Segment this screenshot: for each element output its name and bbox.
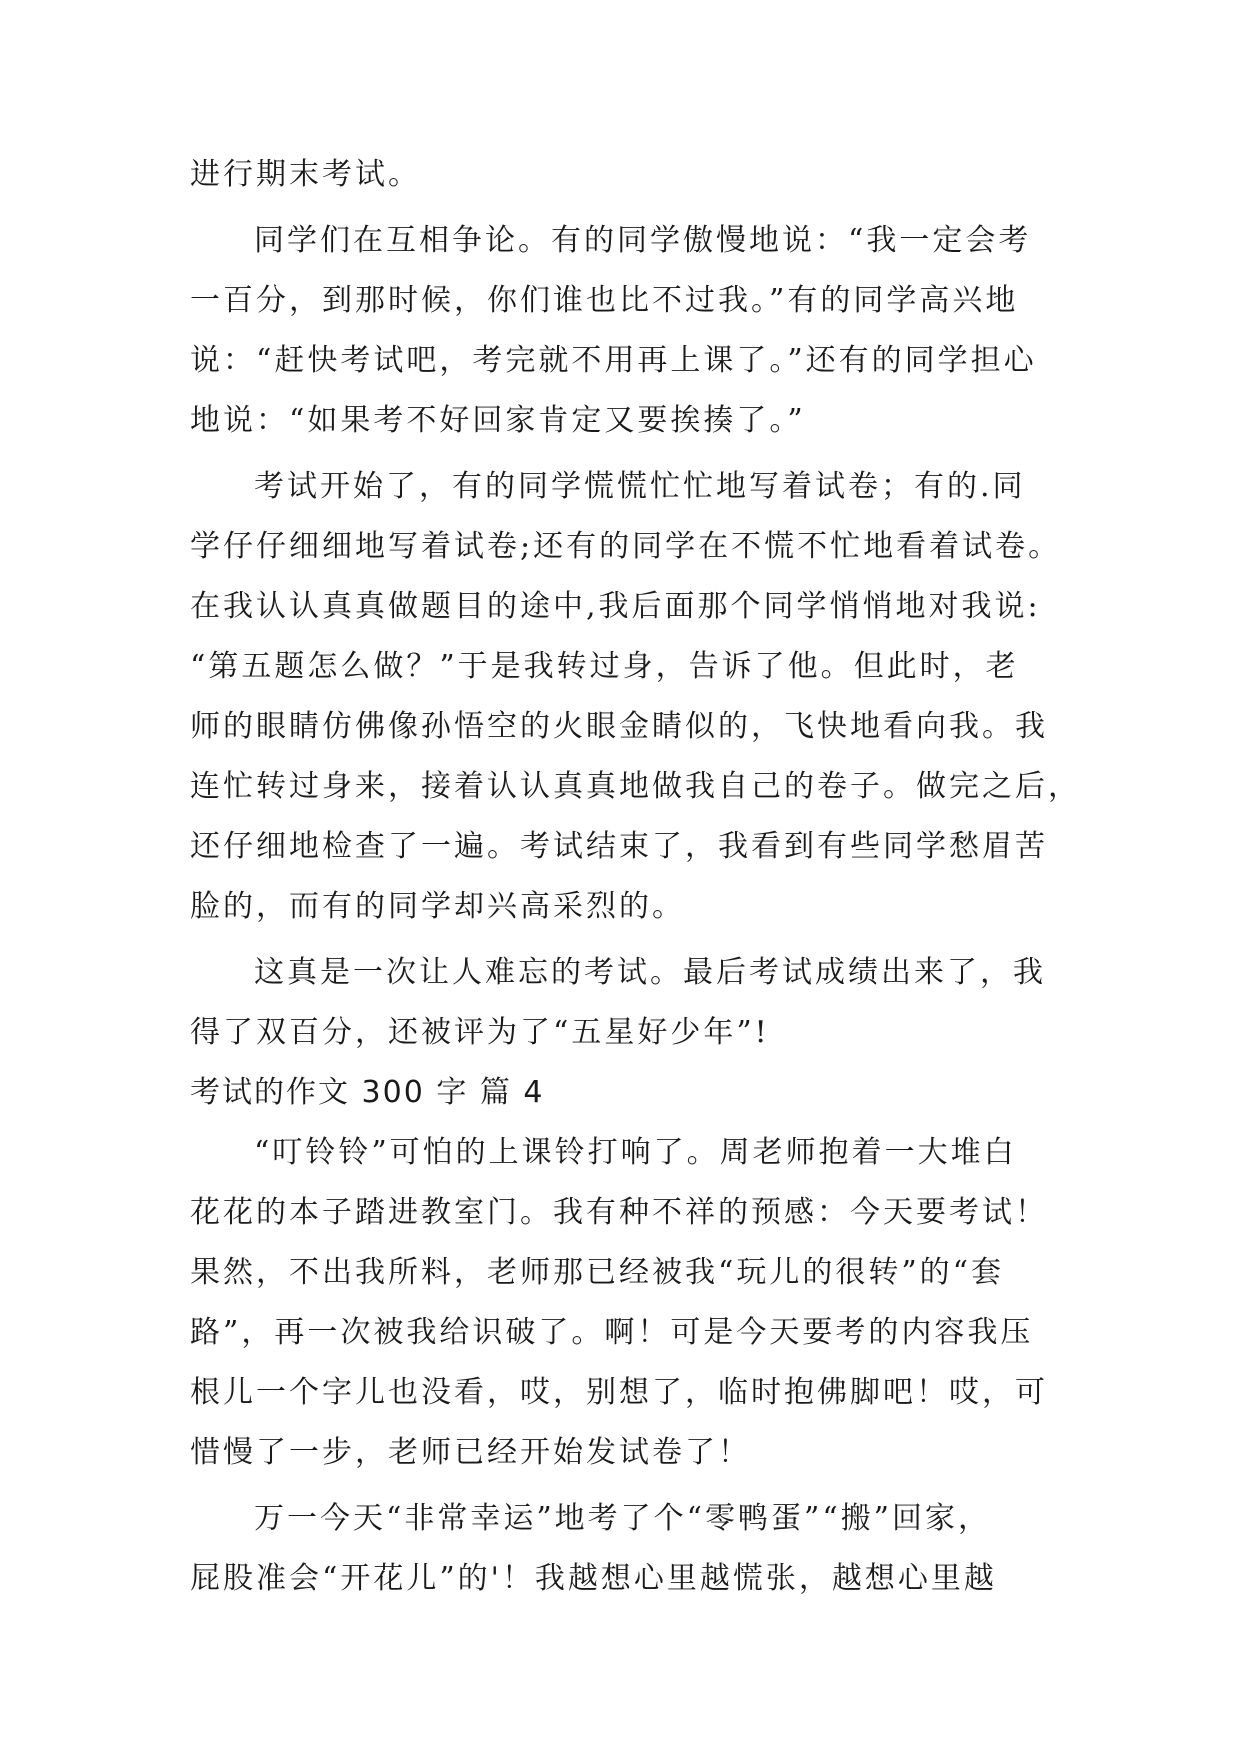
section-heading: 考试的作文 300 字 篇 4: [190, 1075, 545, 1110]
text-line: 惜慢了一步，老师已经开始发试卷了！: [190, 1435, 751, 1470]
paragraph-start-line: 考试开始了，有的同学慌慌忙忙地写着试卷；有的.同: [254, 469, 1026, 504]
text-line: 根儿一个字儿也没看，哎，别想了，临时抱佛脚吧！哎，可: [190, 1375, 1048, 1410]
paragraph-start-line: 万一今天“非常幸运”地考了个“零鸭蛋”“搬”回家，: [254, 1501, 992, 1536]
text-line: 得了双百分，还被评为了“五星好少年”!: [190, 1015, 770, 1050]
text-line: 连忙转过身来，接着认认真真地做我自己的卷子。做完之后，: [190, 769, 1081, 804]
text-line: 地说：“如果考不好回家肯定又要挨揍了。”: [190, 403, 806, 438]
text-line: 花花的本子踏进教室门。我有种不祥的预感：今天要考试！: [190, 1195, 1048, 1230]
text-line: “第五题怎么做？”于是我转过身，告诉了他。但此时，老: [190, 649, 1019, 684]
text-line: 脸的，而有的同学却兴高采烈的。: [190, 889, 685, 924]
paragraph-start-line: “叮铃铃”可怕的上课铃打响了。周老师抱着一大堆白: [254, 1135, 1017, 1170]
text-line: 一百分，到那时候，你们谁也比不过我。”有的同学高兴地: [190, 283, 1019, 318]
text-line: 屁股准会“开花儿”的'！我越想心里越慌张，越想心里越: [190, 1561, 997, 1596]
paragraph-start-line: 这真是一次让人难忘的考试。最后考试成绩出来了，我: [254, 955, 1046, 990]
text-line: 在我认认真真做题目的途中,我后面那个同学悄悄地对我说:: [190, 589, 1041, 624]
essay-body: [190, 145, 1081, 1609]
text-line: 果然，不出我所料，老师那已经被我“玩儿的很转”的“套: [190, 1255, 1005, 1290]
text-line: 进行期末考试。: [190, 157, 421, 192]
text-line: 学仔仔细细地写着试卷;还有的同学在不慌不忙地看着试卷。: [190, 529, 1062, 564]
text-line: 说：“赶快考试吧，考完就不用再上课了。”还有的同学担心: [190, 343, 1037, 378]
text-line: 师的眼睛仿佛像孙悟空的火眼金睛似的，飞快地看向我。我: [190, 709, 1048, 744]
text-line: 还仔细地检查了一遍。考试结束了，我看到有些同学愁眉苦: [190, 829, 1048, 864]
paragraph-start-line: 同学们在互相争论。有的同学傲慢地说：“我一定会考: [254, 223, 1032, 258]
text-line: 路”，再一次被我给识破了。啊！可是今天要考的内容我压: [190, 1315, 1034, 1350]
